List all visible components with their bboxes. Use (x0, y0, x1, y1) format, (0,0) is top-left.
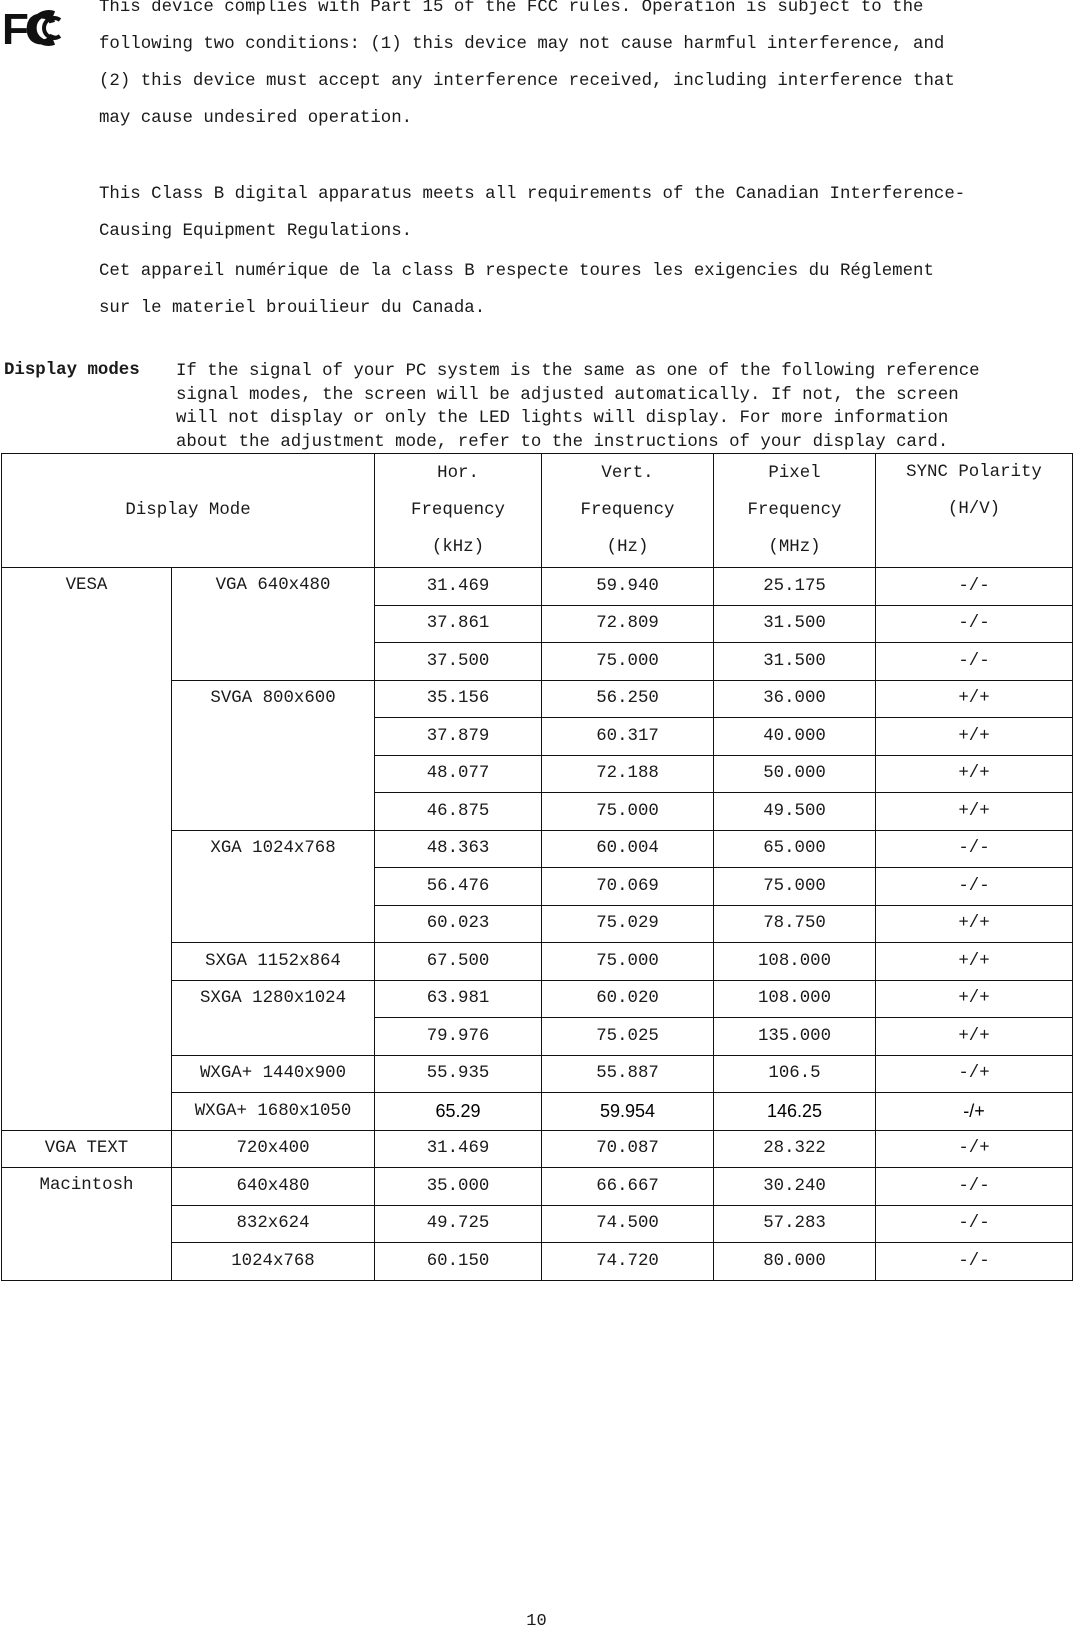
table-cell: 60.317 (542, 718, 714, 756)
table-cell: 56.476 (375, 868, 542, 906)
table-row (2, 943, 1073, 981)
table-cell: 36.000 (714, 680, 876, 718)
page-number: 10 (526, 1612, 547, 1631)
table-cell: 70.069 (542, 868, 714, 906)
mode-cell: WXGA+ 1680x1050 (172, 1093, 375, 1131)
mode-cell: WXGA+ 1440x900 (172, 1055, 375, 1093)
mode-cell: VGA 640x480 (172, 568, 375, 681)
table-cell: +/+ (876, 755, 1073, 793)
table-cell: +/+ (876, 1018, 1073, 1056)
table-cell: 75.000 (542, 793, 714, 831)
table-cell: 72.188 (542, 755, 714, 793)
display-modes-description: If the signal of your PC system is the same as one of the following reference signal modes, the screen will be adjusted automatically. If not, the screen will not display or only the LED lights will display. For more information about the adjustment mode, refer to the instructions of your display card. (176, 362, 980, 452)
table-cell: 31.469 (375, 568, 542, 606)
table-cell: 49.725 (375, 1205, 542, 1243)
table-cell: +/+ (876, 905, 1073, 943)
table-cell: 65.29 (375, 1093, 542, 1131)
table-cell: 40.000 (714, 718, 876, 756)
mode-cell: SVGA 800x600 (172, 680, 375, 830)
table-cell: 75.000 (542, 643, 714, 681)
table-cell: 66.667 (542, 1168, 714, 1206)
table-cell: -/- (876, 1168, 1073, 1206)
header-hor-frequency: Hor. Frequency (kHz) (375, 454, 542, 568)
mode-cell: 1024x768 (172, 1243, 375, 1281)
table-cell: 63.981 (375, 980, 542, 1018)
table-cell: 56.250 (542, 680, 714, 718)
group-macintosh: Macintosh (2, 1168, 172, 1281)
header-pixel-frequency: Pixel Frequency (MHz) (714, 454, 876, 568)
group-vesa: VESA (2, 568, 172, 943)
table-cell: 57.283 (714, 1205, 876, 1243)
table-cell: 65.000 (714, 830, 876, 868)
table-cell: 75.029 (542, 905, 714, 943)
group-vga-text: VGA TEXT (2, 1130, 172, 1168)
table-row (2, 1130, 1073, 1168)
mode-cell: 832x624 (172, 1205, 375, 1243)
table-cell: 60.150 (375, 1243, 542, 1281)
display-modes-table (1, 453, 1073, 1281)
table-cell: 74.720 (542, 1243, 714, 1281)
table-cell: -/- (876, 868, 1073, 906)
table-cell: 70.087 (542, 1130, 714, 1168)
table-cell: -/- (876, 1243, 1073, 1281)
table-cell: +/+ (876, 680, 1073, 718)
table-cell: 30.240 (714, 1168, 876, 1206)
header-sync-polarity: SYNC Polarity (H/V) (876, 454, 1073, 568)
table-cell: 46.875 (375, 793, 542, 831)
table-cell: +/+ (876, 718, 1073, 756)
table-cell: -/+ (876, 1130, 1073, 1168)
table-cell: 80.000 (714, 1243, 876, 1281)
fcc-statement: This device complies with Part 15 of the FCC rules. Operation is subject to the following two conditions: (1) this device may not cause harmful interference, and (2) this device must accept any interference received, including interference that may cause undesired operation. (99, 0, 955, 128)
mode-cell: SXGA 1152x864 (172, 943, 375, 981)
table-cell: 60.020 (542, 980, 714, 1018)
header-display-mode: Display Mode (2, 454, 375, 568)
table-cell: 48.363 (375, 830, 542, 868)
canada-statement-fr: Cet appareil numérique de la class B respecte toures les exigencies du Réglement sur le materiel brouilieur du Canada. (99, 262, 934, 318)
fcc-logo-text: FC (2, 5, 53, 50)
table-cell: 37.861 (375, 605, 542, 643)
header-vert-frequency: Vert. Frequency (Hz) (542, 454, 714, 568)
table-cell: 60.004 (542, 830, 714, 868)
table-cell: 35.156 (375, 680, 542, 718)
table-cell: 25.175 (714, 568, 876, 606)
table-cell: 31.469 (375, 1130, 542, 1168)
table-cell: -/- (876, 830, 1073, 868)
table-cell: 37.500 (375, 643, 542, 681)
table-cell: -/- (876, 568, 1073, 606)
table-cell: 75.000 (542, 943, 714, 981)
table-cell: 37.879 (375, 718, 542, 756)
table-cell: +/+ (876, 980, 1073, 1018)
table-cell: 108.000 (714, 980, 876, 1018)
canada-statement-en: This Class B digital apparatus meets all requirements of the Canadian Interference- Causing Equipment Regulations. (99, 185, 966, 241)
table-cell: 106.5 (714, 1055, 876, 1093)
mode-cell: XGA 1024x768 (172, 830, 375, 943)
table-cell: +/+ (876, 793, 1073, 831)
table-cell: -/- (876, 605, 1073, 643)
table-cell: 74.500 (542, 1205, 714, 1243)
table-cell: 49.500 (714, 793, 876, 831)
table-cell: -/+ (876, 1055, 1073, 1093)
fcc-logo (2, 4, 70, 50)
table-cell: 31.500 (714, 605, 876, 643)
table-cell: 75.000 (714, 868, 876, 906)
mode-cell: 640x480 (172, 1168, 375, 1206)
table-cell: 79.976 (375, 1018, 542, 1056)
mode-cell: SXGA 1280x1024 (172, 980, 375, 1055)
table-row (2, 1168, 1073, 1206)
group-vesa-continued (2, 943, 172, 1131)
table-cell: 60.023 (375, 905, 542, 943)
table-cell: 146.25 (714, 1093, 876, 1131)
table-cell: 55.935 (375, 1055, 542, 1093)
mode-cell: 720x400 (172, 1130, 375, 1168)
table-cell: 75.025 (542, 1018, 714, 1056)
table-cell: -/- (876, 1205, 1073, 1243)
table-cell: 35.000 (375, 1168, 542, 1206)
display-modes-title: Display modes (4, 361, 140, 380)
table-header-row (2, 454, 1073, 568)
table-cell: +/+ (876, 943, 1073, 981)
table-cell: 67.500 (375, 943, 542, 981)
table-cell: 108.000 (714, 943, 876, 981)
table-cell: 78.750 (714, 905, 876, 943)
table-cell: 28.322 (714, 1130, 876, 1168)
table-cell: 31.500 (714, 643, 876, 681)
table-cell: 72.809 (542, 605, 714, 643)
table-cell: -/+ (876, 1093, 1073, 1131)
table-cell: 55.887 (542, 1055, 714, 1093)
table-cell: 59.940 (542, 568, 714, 606)
table-cell: 48.077 (375, 755, 542, 793)
table-cell: 50.000 (714, 755, 876, 793)
table-cell: -/- (876, 643, 1073, 681)
table-cell: 59.954 (542, 1093, 714, 1131)
table-cell: 135.000 (714, 1018, 876, 1056)
table-row (2, 568, 1073, 606)
